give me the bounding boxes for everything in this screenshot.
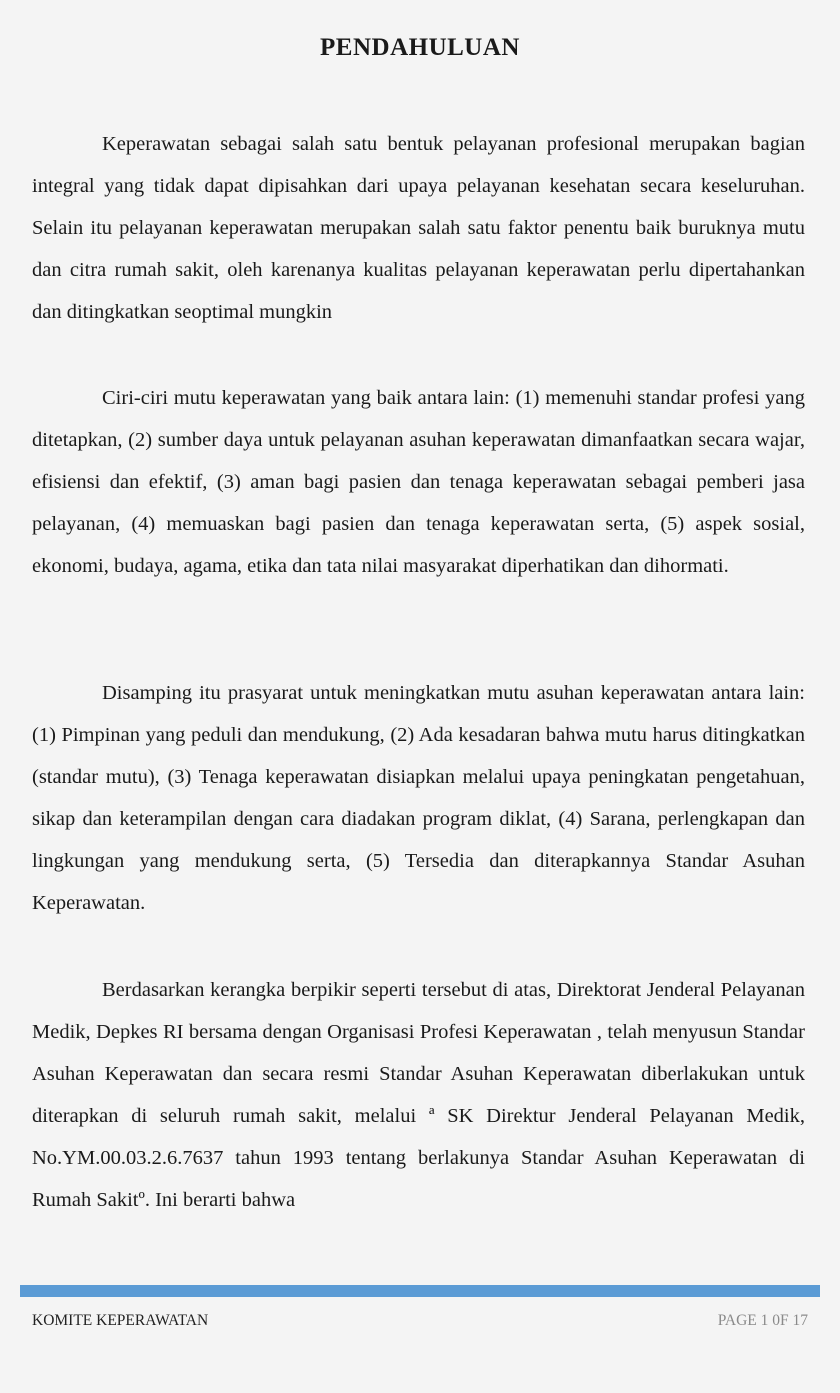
paragraph-1: Keperawatan sebagai salah satu bentuk pelayanan profesional merupakan bagian integral yang tidak dapat dipisahkan dari upaya pelayanan kesehatan secara keseluruhan. Selain itu pelayanan keperawatan merupakan salah satu faktor penentu baik buruknya mutu dan citra rumah sakit, oleh karenanya kualitas pelayanan keperawatan perlu dipertahankan dan ditingkatkan seoptimal mungkin bbox=[32, 133, 805, 323]
page-title: PENDAHULUAN bbox=[320, 34, 520, 61]
paragraph-4: Berdasarkan kerangka berpikir seperti tersebut di atas, Direktorat Jenderal Pelayanan Medik, Depkes RI bersama dengan Organisasi Profesi Keperawatan , telah menyusun Standar Asuhan Keperawatan dan secara resmi Standar Asuhan Keperawatan diberlakukan untuk diterapkan di seluruh rumah sakit, melalui ª SK Direktur Jenderal Pelayanan Medik, No.YM.00.03.2.6.7637 tahun 1993 tentang berlakunya Standar Asuhan Keperawatan di Rumah Sakitº. Ini berarti bahwa bbox=[32, 979, 805, 1211]
footer-page-number: PAGE 1 0F 17 bbox=[717, 1312, 808, 1329]
paragraph-2: Ciri-ciri mutu keperawatan yang baik antara lain: (1) memenuhi standar profesi yang ditetapkan, (2) sumber daya untuk pelayanan asuhan keperawatan dimanfaatkan secara wajar, efisiensi dan efektif, (3) aman bagi pasien dan tenaga keperawatan sebagai pemberi jasa pelayanan, (4) memuaskan bagi pasien dan tenaga keperawatan serta, (5) aspek sosial, ekonomi, budaya, agama, etika dan tata nilai masyarakat diperhatikan dan dihormati. bbox=[32, 387, 805, 577]
paragraph-3: Disamping itu prasyarat untuk meningkatkan mutu asuhan keperawatan antara lain: (1) Pimpinan yang peduli dan mendukung, (2) Ada kesadaran bahwa mutu harus ditingkatkan (standar mutu), (3) Tenaga keperawatan disiapkan melalui upaya peningkatan pengetahuan, sikap dan keterampilan dengan cara diadakan program diklat, (4) Sarana, perlengkapan dan lingkungan yang mendukung serta, (5) Tersedia dan diterapkannya Standar Asuhan Keperawatan. bbox=[32, 682, 805, 914]
footer-organization: KOMITE KEPERAWATAN bbox=[32, 1312, 209, 1329]
footer-divider bbox=[20, 1285, 820, 1297]
